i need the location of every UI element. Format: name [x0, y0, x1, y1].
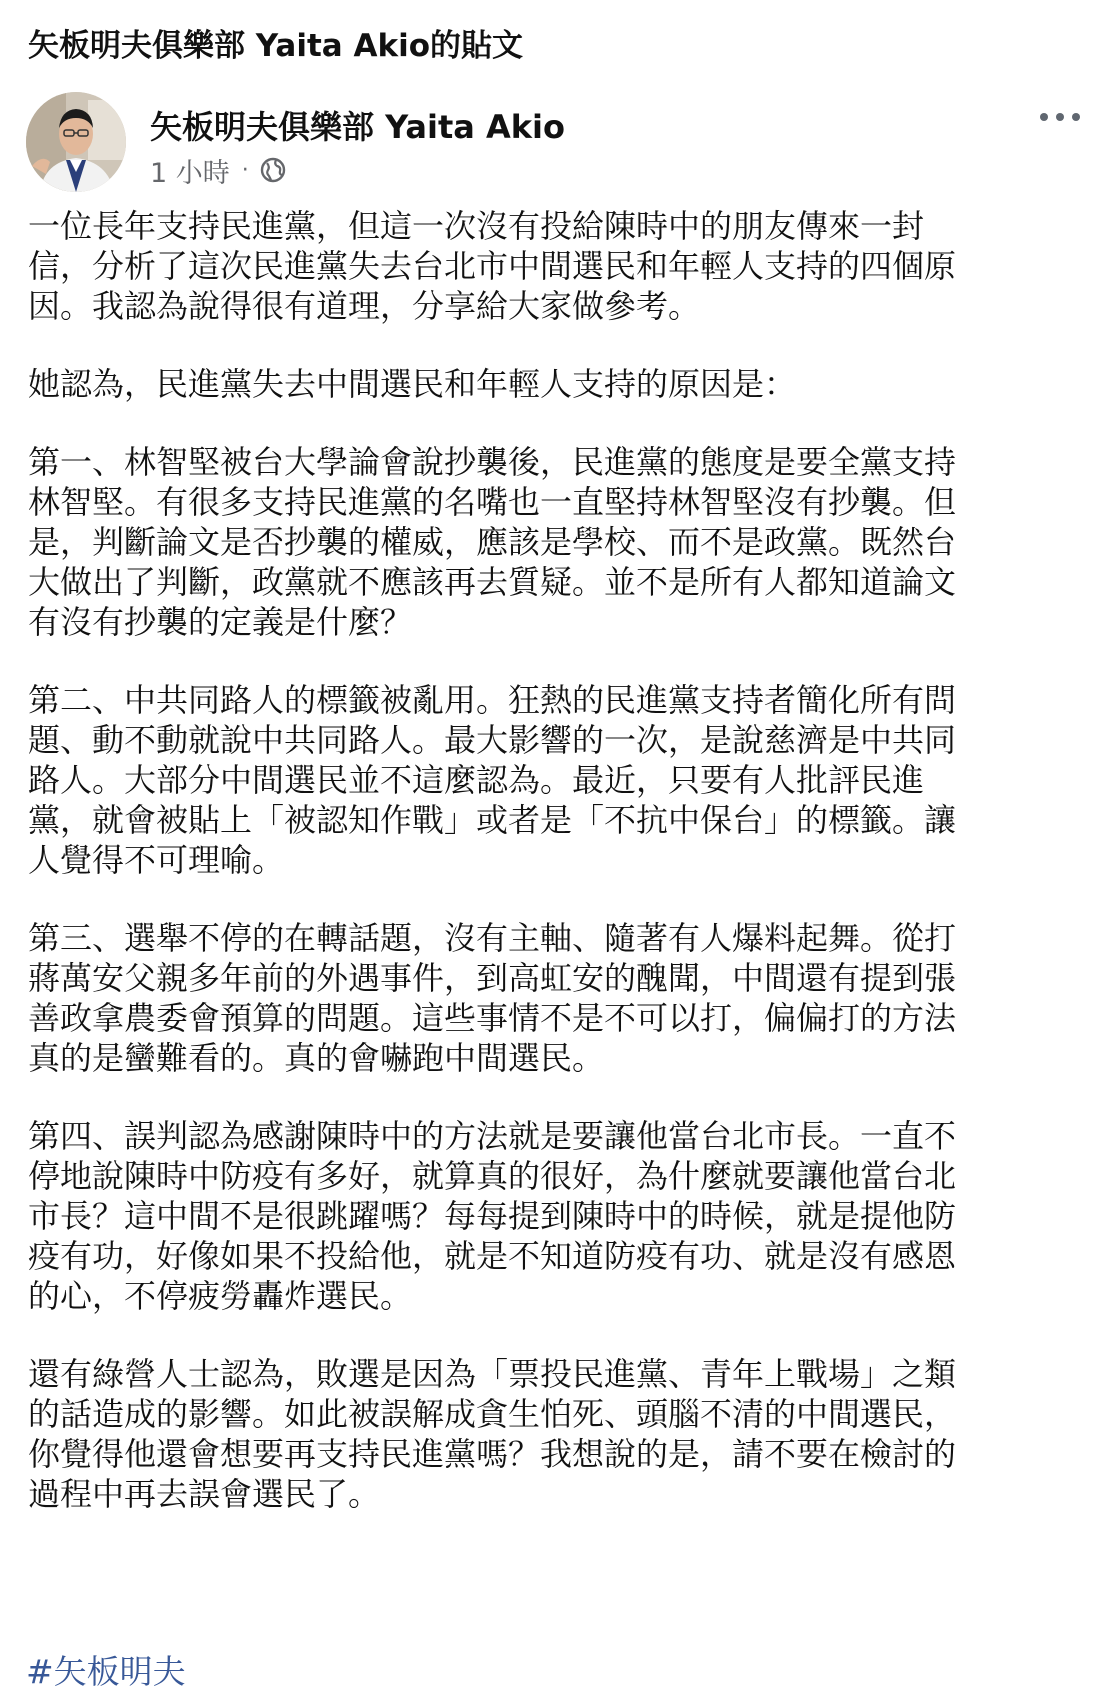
post-paragraph: 一位長年支持民進黨，但這一次沒有投給陳時中的朋友傳來一封 信，分析了這次民進黨失去台北市中間選民和年輕人支持的四個原 因。我認為說得很有道理，分享給大家做參考。 — [28, 207, 957, 325]
author-avatar[interactable] — [26, 92, 126, 192]
post-timestamp[interactable]: 1 小時 — [150, 157, 230, 189]
more-dots-icon — [1056, 113, 1064, 121]
avatar-image — [26, 92, 126, 192]
post-body — [28, 206, 1088, 1552]
post-paragraph: 還有綠營人士認為，敗選是因為「票投民進黨、青年上戰場」之類 的話造成的影響。如此被誤解成貪生怕死、頭腦不清的中間選民， 你覺得他還會想要再支持民進黨嗎？我想說的是，請不要在檢討的 過程中再去誤會選民了。 — [28, 1355, 957, 1513]
page-title: 矢板明夫俱樂部 Yaita Akio的貼文 — [28, 28, 523, 64]
post-paragraph: 第三、選舉不停的在轉話題，沒有主軸、隨著有人爆料起舞。從打 蔣萬安父親多年前的外遇事件，到高虹安的醜聞，中間還有提到張 善政拿農委會預算的問題。這些事情不是不可以打，偏偏打的方法 真的是蠻難看的。真的會嚇跑中間選民。 — [28, 919, 957, 1077]
hashtag-link[interactable]: #矢板明夫 — [26, 1652, 186, 1691]
post-paragraph: 她認為，民進黨失去中間選民和年輕人支持的原因是： — [28, 365, 797, 403]
page-header — [0, 0, 1102, 66]
more-dots-icon — [1072, 113, 1080, 121]
post-card — [0, 66, 1102, 1691]
more-dots-icon — [1040, 113, 1048, 121]
post-meta — [150, 152, 287, 188]
meta-separator: · — [241, 157, 249, 183]
author-name[interactable]: 矢板明夫俱樂部 Yaita Akio — [150, 108, 565, 146]
post-paragraph: 第二、中共同路人的標籤被亂用。狂熱的民進黨支持者簡化所有問 題、動不動就說中共同路人。最大影響的一次，是說慈濟是中共同 路人。大部分中間選民並不這麼認為。最近，只要有人批評民進 黨，就會被貼上「被認知作戰」或者是「不抗中保台」的標籤。讓 人覺得不可理喻。 — [28, 681, 957, 879]
post-paragraph: 第四、誤判認為感謝陳時中的方法就是要讓他當台北市長。一直不 停地說陳時中防疫有多好，就算真的很好，為什麼就要讓他當台北 市長？這中間不是很跳躍嗎？每每提到陳時中的時候，就是提他防 疫有功，好像如果不投給他，就是不知道防疫有功、就是沒有感恩 的心，不停疲勞轟炸選民。 — [28, 1117, 957, 1315]
post-paragraph: 第一、林智堅被台大學論會說抄襲後，民進黨的態度是要全黨支持 林智堅。有很多支持民進黨的名嘴也一直堅持林智堅沒有抄襲。但 是，判斷論文是否抄襲的權威，應該是學校、而不是政黨。既然台 大做出了判斷，政黨就不應該再去質疑。並不是所有人都知道論文 有沒有抄襲的定義是什麼？ — [28, 443, 957, 641]
globe-icon[interactable] — [259, 156, 287, 184]
more-options-button[interactable] — [1040, 102, 1080, 132]
